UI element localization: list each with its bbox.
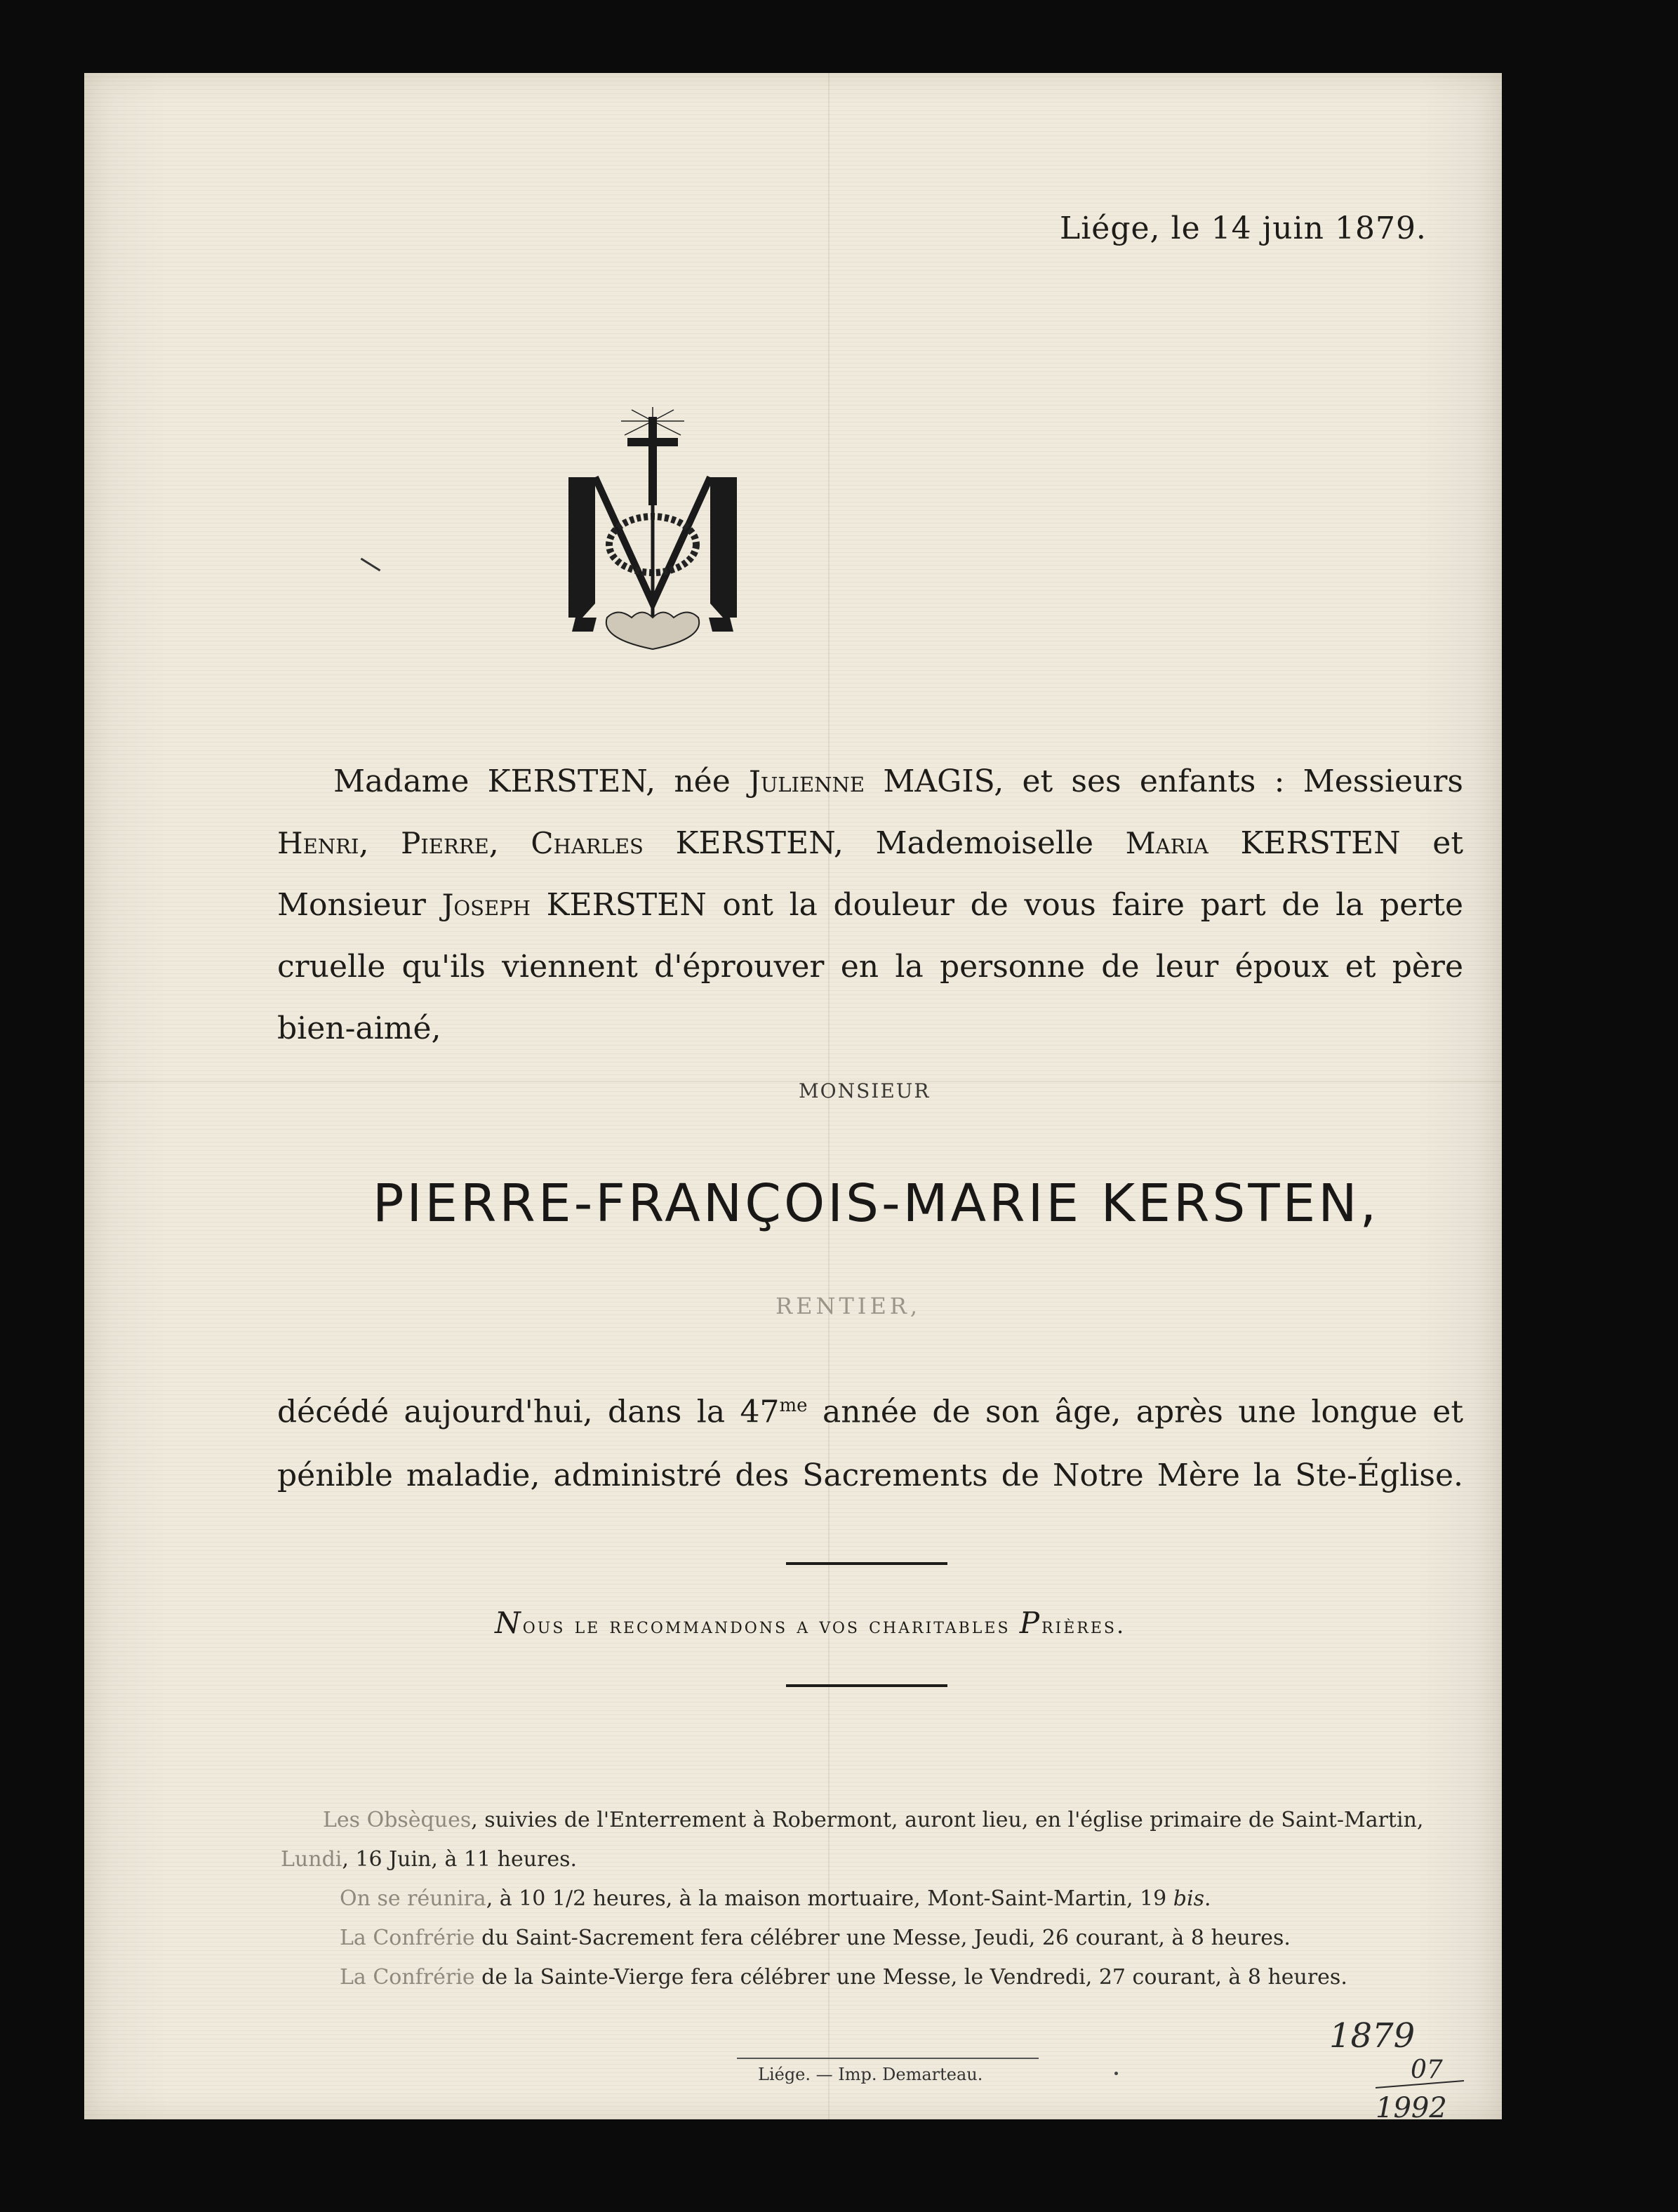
death-notice-line-1: décédé aujourd'hui, dans la $47^{me}$ année de son âge, après une longue et xyxy=(277,1394,1463,1430)
funeral-note-4: La Confrérie du Saint-Sacrement fera célébrer une Messe, Jeudi, 26 courant, à 8 heures. xyxy=(340,1926,1291,1950)
printer-rule xyxy=(737,2058,1039,2059)
funeral-notes xyxy=(281,1801,1460,1997)
announcement-paragraph xyxy=(277,751,1463,1060)
printer-credit: Liége. — Imp. Demarteau. xyxy=(758,2065,983,2084)
date-line: Liége, le 14 juin 1879. xyxy=(1060,211,1427,246)
handwritten-number: 07 xyxy=(1411,2056,1443,2084)
funeral-note-1: Les Obsèques, suivies de l'Enterrement à Robermont, auront lieu, en l'église primaire de Saint-Martin, xyxy=(323,1808,1424,1832)
cross-monogram-m-icon xyxy=(554,407,751,660)
handwritten-annotation xyxy=(1326,2011,1467,2130)
ink-dot xyxy=(1114,2072,1118,2075)
death-notice-line-2: pénible maladie, administré des Sacrements de Notre Mère la Ste-Église. xyxy=(277,1457,1463,1493)
prayer-request: Nous le recommandons a vos charitables Prières. xyxy=(495,1606,1126,1640)
funeral-note-2: Lundi, 16 Juin, à 11 heures. xyxy=(281,1847,578,1872)
funeral-note-3: On se réunira, à 10 1/2 heures, à la maison mortuaire, Mont-Saint-Martin, 19 bis. xyxy=(340,1886,1211,1911)
announcement-line-2: Henri, Pierre, Charles KERSTEN, Mademoiselle Maria KERSTEN et xyxy=(277,825,1464,861)
death-notice-paragraph xyxy=(277,1374,1463,1507)
occupation: RENTIER, xyxy=(775,1293,921,1319)
announcement-line-1: Madame KERSTEN, née Julienne MAGIS, et ses enfants : Messieurs xyxy=(333,764,1463,799)
divider-bottom xyxy=(786,1684,947,1687)
handwritten-bottom: 1992 xyxy=(1376,2092,1447,2124)
announcement-line-3: Monsieur Joseph KERSTEN ont la douleur de vous faire part de la perte xyxy=(277,887,1463,923)
title-prefix: MONSIEUR xyxy=(799,1079,931,1102)
divider-top xyxy=(786,1562,947,1565)
deceased-name: PIERRE-FRANÇOIS-MARIE KERSTEN, xyxy=(372,1173,1380,1234)
announcement-line-5: bien-aimé, xyxy=(277,1011,441,1046)
handwritten-year: 1879 xyxy=(1329,2016,1416,2056)
announcement-line-4: cruelle qu'ils viennent d'éprouver en la personne de leur époux et père xyxy=(277,949,1463,985)
fold-line-horizontal xyxy=(84,1081,1502,1082)
funeral-note-5: La Confrérie de la Sainte-Vierge fera célébrer une Messe, le Vendredi, 27 courant, à 8 heures. xyxy=(340,1965,1347,1990)
